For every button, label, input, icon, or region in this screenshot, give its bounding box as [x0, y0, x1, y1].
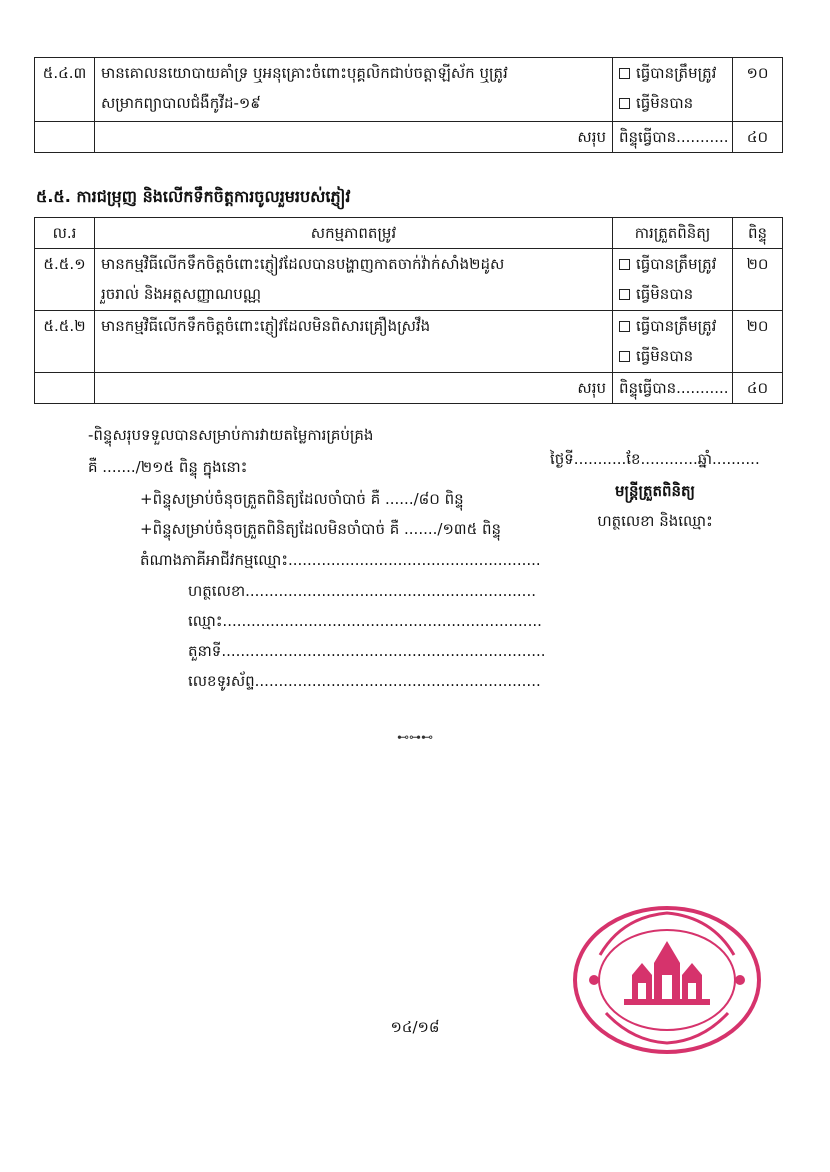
row-check — [613, 249, 733, 311]
table-section-55 — [34, 217, 783, 404]
checkbox[interactable] — [619, 289, 630, 300]
description-line: សម្រាកព្យាបាលជំងឺកូវីដ-១៩ — [101, 94, 261, 112]
total-score: ៤០ — [733, 373, 783, 404]
checkbox[interactable] — [619, 351, 630, 362]
total-row — [35, 373, 783, 404]
official-stamp — [562, 895, 772, 1065]
header-row — [35, 218, 783, 249]
table-section-54 — [34, 57, 783, 153]
option-label: ធ្វើមិនបាន — [636, 285, 694, 303]
option-label: ធ្វើបានត្រឹមត្រូវ — [636, 255, 717, 273]
description-line: មានកម្មវិធីលើកទឹកចិត្តចំពោះភ្ញៀវដែលមិនពិសារគ្រឿងស្រវឹង — [101, 317, 431, 335]
row-number: ៥.៥.២ — [35, 311, 95, 373]
ornament-divider: ⊷⊶⊷ — [397, 730, 433, 744]
total-value: ពិន្ទុធ្វើបាន........... — [613, 373, 733, 404]
total-label: សរុប — [95, 122, 613, 153]
header-no: ល.រ — [35, 218, 95, 249]
checkbox[interactable] — [619, 98, 630, 109]
phone-field: លេខទូរស័ព្ទ............................................................ — [188, 672, 541, 690]
summary-line: +ពិន្ទុសម្រាប់ចំនុចត្រួតពិនិត្យដែលមិនចាំបាច់ គឺ ......./១៣៥ ពិន្ទុ — [140, 520, 502, 538]
summary-line: -ពិន្ទុសរុបទទួលបានសម្រាប់ការវាយតម្លៃការគ្រប់គ្រង — [88, 426, 374, 444]
row-number: ៥.៥.១ — [35, 249, 95, 311]
sign-name-label: ហត្ថលេខា និងឈ្មោះ — [597, 512, 713, 530]
row-number: ៥.៤.៣ — [35, 58, 95, 122]
summary-line: គឺ ......./២១៥ ពិន្ទុ ក្នុងនោះ — [88, 458, 248, 476]
row-description — [95, 311, 613, 373]
page-number: ១៤/១៨ — [390, 1018, 440, 1036]
name-field: ឈ្មោះ................................................................... — [188, 612, 542, 630]
row-description — [95, 58, 613, 122]
description-line: មានកម្មវិធីលើកទឹកចិត្តចំពោះភ្ញៀវដែលបានបង្ហាញកាតចាក់វ៉ាក់សាំង២ដូស — [101, 255, 505, 273]
checkbox[interactable] — [619, 259, 630, 270]
table-row — [35, 311, 783, 373]
description-line: មានគោលនយោបាយគាំទ្រ ឬអនុគ្រោះចំពោះបុគ្គលិកជាប់ចត្តាឡីស័ក ឬត្រូវ — [101, 64, 508, 82]
option-label: ធ្វើមិនបាន — [636, 347, 694, 365]
table-row — [35, 58, 783, 122]
checkbox[interactable] — [619, 321, 630, 332]
signature-field: ហត្ថលេខា............................................................. — [188, 582, 536, 600]
table-row — [35, 249, 783, 311]
officer-title: មន្ត្រីត្រួតពិនិត្យ — [614, 482, 696, 500]
row-score: ១០ — [733, 58, 783, 122]
header-activity: សកម្មភាពតម្រូវ — [95, 218, 613, 249]
option-label: ធ្វើមិនបាន — [636, 94, 694, 112]
position-field: តួនាទី.................................................................... — [188, 642, 546, 660]
row-description — [95, 249, 613, 311]
row-check — [613, 58, 733, 122]
row-score: ២០ — [733, 311, 783, 373]
row-score: ២០ — [733, 249, 783, 311]
total-row — [35, 122, 783, 153]
header-score: ពិន្ទុ — [733, 218, 783, 249]
description-line: រួចរាល់ និងអត្តសញ្ញាណបណ្ណ — [101, 285, 262, 303]
summary-line: តំណាងភាគីអាជីវកម្មឈ្មោះ..................................................... — [140, 551, 541, 569]
option-label: ធ្វើបានត្រឹមត្រូវ — [636, 317, 717, 335]
header-check: ការត្រួតពិនិត្យ — [613, 218, 733, 249]
summary-line: +ពិន្ទុសម្រាប់ចំនុចត្រួតពិនិត្យដែលចាំបាច់ គឺ ....../៨០ ពិន្ទុ — [140, 490, 464, 508]
date-line: ថ្ងៃទី...........ខែ............ឆ្នាំ.......... — [550, 450, 760, 468]
section-heading: ៥.៥. ការជម្រុញ និងលើកទឹកចិត្តការចូលរួមរបស់ភ្ញៀវ — [36, 187, 351, 206]
total-score: ៤០ — [733, 122, 783, 153]
option-label: ធ្វើបានត្រឹមត្រូវ — [636, 64, 717, 82]
row-check — [613, 311, 733, 373]
total-value: ពិន្ទុធ្វើបាន........... — [613, 122, 733, 153]
checkbox[interactable] — [619, 68, 630, 79]
total-label: សរុប — [95, 373, 613, 404]
